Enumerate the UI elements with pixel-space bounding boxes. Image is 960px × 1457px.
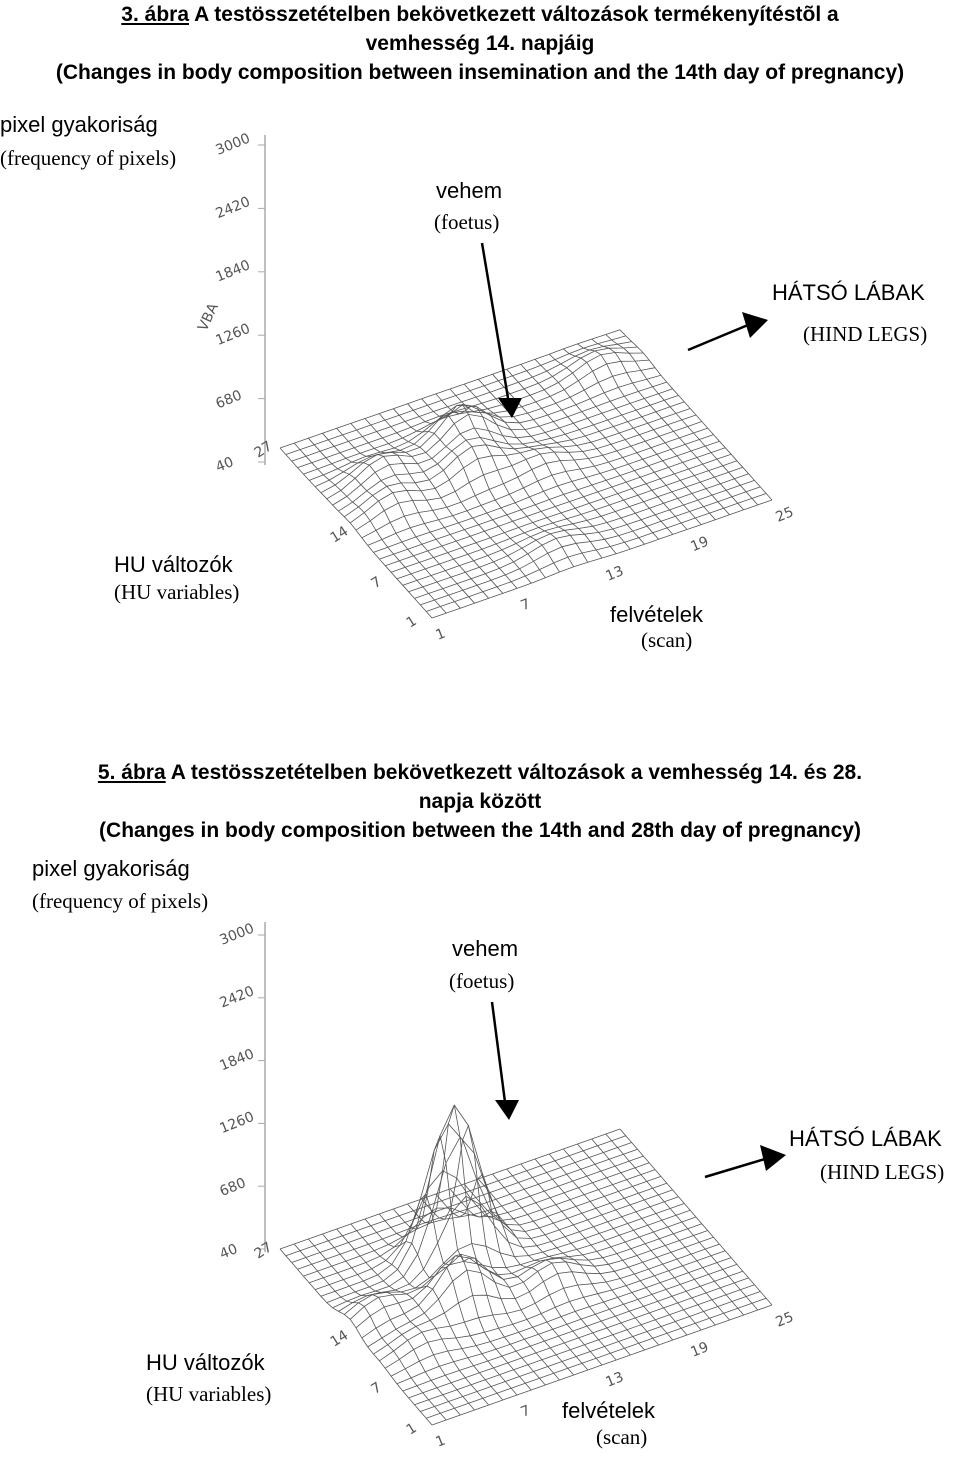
figure-5-foetus-label: vehem <box>452 936 519 961</box>
surface-grid-line <box>356 1217 696 1328</box>
surface-grid-line <box>374 435 714 553</box>
figure-5-foetus-arrow <box>492 1002 505 1102</box>
figure-5-surface-plot <box>0 757 960 1457</box>
figure-5-foetus-label-en: (foetus) <box>449 969 515 993</box>
hu-tick-label: 27 <box>251 438 276 462</box>
z-tick-label: 1840 <box>213 257 253 286</box>
surface-grid-line <box>397 461 737 579</box>
figure-5-hind-legs-arrow <box>705 1159 765 1177</box>
z-tick-label: 3000 <box>217 920 257 949</box>
hu-tick-label: 1 <box>403 613 420 632</box>
figure-3-hu-label: HU változók <box>114 552 233 577</box>
z-tick-label: 1840 <box>217 1046 257 1075</box>
surface-grid-line <box>409 474 749 592</box>
figure-3-foetus-arrow <box>482 243 508 398</box>
surface-grid-line <box>620 330 772 500</box>
hu-tick-label: 14 <box>327 1327 352 1351</box>
surface-grid-line <box>450 389 602 558</box>
surface-grid-line <box>323 1234 475 1410</box>
z-tick-label: 1260 <box>217 1108 257 1138</box>
z-tick-label: 680 <box>217 1175 249 1200</box>
surface-grid-line <box>578 344 730 515</box>
figure-3-hu-label-en: (HU variables) <box>114 580 240 604</box>
hu-tick-label: 14 <box>327 523 352 547</box>
figure-3-hind-legs-label: HÁTSÓ LÁBAK <box>772 280 925 305</box>
surface-grid-line <box>315 1170 655 1290</box>
figure-5-y-label-en: (frequency of pixels) <box>32 889 209 913</box>
surface-grid-line <box>294 443 446 613</box>
figure-5-scan-label: felvételek <box>562 1398 655 1423</box>
surface-grid-line <box>436 394 588 562</box>
figure-3-title-line1: A testösszetételben bekövetkezett változások termékenyítéstõl a <box>189 3 839 26</box>
surface-grid-line <box>321 1124 661 1297</box>
surface-grid-line <box>592 339 744 510</box>
z-tick-label: 2420 <box>217 983 257 1012</box>
surface-grid-line <box>308 1239 460 1415</box>
scan-tick-label: 13 <box>603 1369 627 1391</box>
figure-3-hind-legs-arrow <box>688 325 748 350</box>
scan-tick-label: 7 <box>518 1402 533 1421</box>
scan-tick-label: 25 <box>773 504 797 526</box>
surface-grid-line <box>606 335 758 505</box>
surface-grid-line <box>280 330 620 448</box>
figure-5-hu-label: HU változók <box>146 1350 265 1375</box>
figure-3-y-label: pixel gyakoriság <box>0 112 158 137</box>
scan-tick-label: 19 <box>688 1339 712 1361</box>
surface-grid-line <box>393 409 545 578</box>
scan-tick-label: 19 <box>688 533 712 556</box>
z-tick-label: 1260 <box>213 320 253 349</box>
figure-5-scan-label-en: (scan) <box>596 1425 648 1449</box>
z-tick-label: 40 <box>213 454 237 476</box>
surface-grid-line <box>393 1136 545 1386</box>
z-tick-label: 40 <box>217 1241 241 1263</box>
figure-3-surface-plot <box>0 0 960 700</box>
surface-grid-line <box>344 402 684 517</box>
figure-3-hind-legs-label-en: (HIND LEGS) <box>803 322 928 346</box>
hu-tick-label: 7 <box>368 1379 385 1398</box>
surface-grid-line <box>563 349 715 520</box>
figure-3-number: 3. ábra <box>121 3 190 26</box>
surface-grid-line <box>379 414 531 584</box>
figure-5-foetus-arrowhead <box>495 1100 519 1120</box>
figure-3-foetus-label: vehem <box>436 178 503 203</box>
figure-3-foetus-label-en: (foetus) <box>434 210 500 234</box>
z-tick-label: 2420 <box>213 193 253 223</box>
hu-tick-label: 7 <box>368 573 385 593</box>
figure-5-y-label: pixel gyakoriság <box>32 856 190 881</box>
scan-tick-label: 13 <box>603 563 627 585</box>
scan-tick-label: 1 <box>433 625 448 644</box>
figure-3-scan-label-en: (scan) <box>641 628 693 652</box>
figure-5-title-line1: A testösszetételben bekövetkezett változások a vemhesség 14. és 28. <box>165 761 863 784</box>
figure-5-hind-legs-arrowhead <box>760 1145 786 1171</box>
figure-3-y-label-en: (frequency of pixels) <box>0 146 177 170</box>
figure-3-title-line2: vemhesség 14. napjáig <box>365 32 595 55</box>
figure-5-number: 5. ábra <box>97 761 166 784</box>
figure-5-hind-legs-label: HÁTSÓ LÁBAK <box>789 1126 942 1151</box>
surface-grid-line <box>350 409 690 523</box>
surface-grid-line <box>408 1105 560 1380</box>
z-tick-label: 3000 <box>213 130 253 159</box>
figure-3-scan-label: felvételek <box>610 602 703 627</box>
figure-5-hu-label-en: (HU variables) <box>146 1382 272 1406</box>
figure-3-z-axis-name: VBA <box>195 300 222 334</box>
scan-tick-label: 25 <box>773 1309 797 1331</box>
scan-tick-label: 7 <box>518 596 533 615</box>
hu-tick-label: 1 <box>403 1420 420 1439</box>
figure-3-title-line3: (Changes in body composition between insemination and the 14th day of pregnancy) <box>55 61 905 84</box>
figure-5-hind-legs-label-en: (HIND LEGS) <box>820 1160 945 1184</box>
scan-tick-label: 1 <box>433 1432 448 1451</box>
surface-grid-line <box>535 359 687 529</box>
figure-5-title-line2: napja között <box>418 790 542 813</box>
hu-tick-label: 27 <box>251 1239 276 1263</box>
figure-5-title-line3: (Changes in body composition between the 14th and 28th day of pregnancy) <box>99 819 861 842</box>
surface-grid-line <box>403 467 743 585</box>
z-tick-label: 680 <box>213 387 245 413</box>
surface-grid-line <box>422 1126 574 1375</box>
